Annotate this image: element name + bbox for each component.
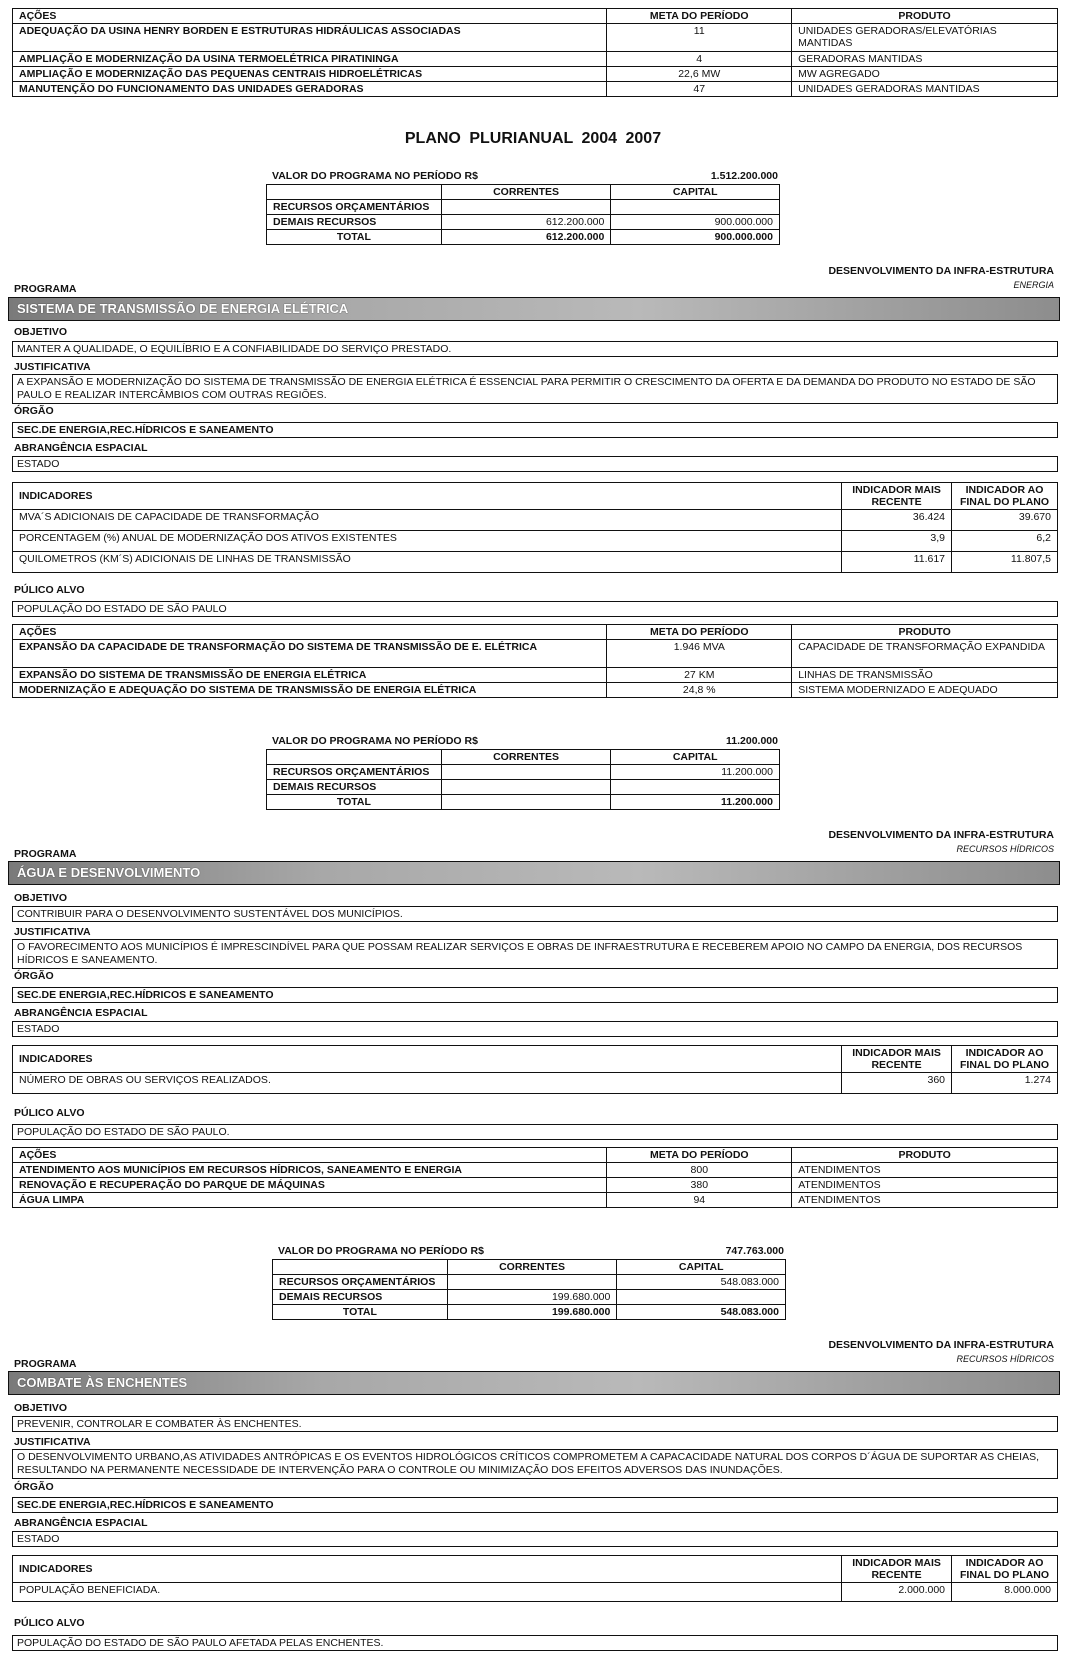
cell: RENOVAÇÃO E RECUPERAÇÃO DO PARQUE DE MÁQUINAS [13,1178,607,1193]
indicadores-table [12,1045,1058,1094]
row-label: DEMAIS RECURSOS [273,1290,448,1305]
cell: EXPANSÃO DA CAPACIDADE DE TRANSFORMAÇÃO DO SISTEMA DE TRANSMISSÃO DE E. ELÉTRICA [13,640,607,668]
row-label: DEMAIS RECURSOS [267,215,442,230]
row-label: RECURSOS ORÇAMENTÁRIOS [267,200,442,215]
cell: MW AGREGADO [792,67,1058,82]
col-header: INDICADOR AO FINAL DO PLANO [952,483,1058,510]
cell: 4 [607,52,792,67]
cell [447,1275,617,1290]
cell: 612.200.000 [441,215,611,230]
justificativa-text: O DESENVOLVIMENTO URBANO,AS ATIVIDADES ANTRÓPICAS E OS EVENTOS HIDROLÓGICOS CRÍTICOS COMPROMETEM A CAPACACIDADE NATURAL DOS CORPOS D´ÁGUA DE SUPORTAR AS CHEIAS, RESULTANDO NA PERMANENTE NECESSIDADE DE INTERVENÇÃO PARA O CONTROLE OU MINIMIZAÇÃO DOS EFEITOS ADVERSOS DAS INUNDAÇÕES. [12,1449,1058,1479]
cell: ADEQUAÇÃO DA USINA HENRY BORDEN E ESTRUTURAS HIDRÁULICAS ASSOCIADAS [13,24,607,52]
col-header: CAPITAL [611,185,780,200]
table-row [13,24,1058,52]
objetivo-text: MANTER A QUALIDADE, O EQUILÍBRIO E A CONFIABILIDADE DO SERVIÇO PRESTADO. [12,341,1058,357]
table-row [13,67,1058,82]
col-header: CAPITAL [611,750,780,765]
cell: 11.617 [842,552,952,573]
table-row [13,552,1058,573]
col-header: AÇÕES [13,1148,607,1163]
cell: 39.670 [952,510,1058,531]
valor-label: VALOR DO PROGRAMA NO PERÍODO R$ [272,735,478,747]
publico-label: PÚLICO ALVO [14,1617,85,1629]
col-header: CORRENTES [447,1260,617,1275]
publico-label: PÚLICO ALVO [14,1107,85,1119]
cell: 2.000.000 [842,1583,952,1602]
table-row [13,510,1058,531]
cell: 6,2 [952,531,1058,552]
cell: ATENDIMENTOS [792,1193,1058,1208]
indicadores-table [12,1555,1058,1602]
top-actions-table [12,8,1058,97]
cell: 47 [607,82,792,97]
table-row [13,52,1058,67]
cell: AMPLIAÇÃO E MODERNIZAÇÃO DAS PEQUENAS CENTRAIS HIDROELÉTRICAS [13,67,607,82]
objetivo-label: OBJETIVO [14,1402,68,1414]
programa-label: PROGRAMA [14,1358,77,1370]
cell: 11.807,5 [952,552,1058,573]
cell [267,185,442,200]
col-header: INDICADOR AO FINAL DO PLANO [952,1556,1058,1583]
cell: 11.200.000 [611,795,780,810]
col-header: CORRENTES [441,185,611,200]
justificativa-label: JUSTIFICATIVA [14,361,91,373]
col-header: INDICADORES [19,1053,93,1065]
cell: MANUTENÇÃO DO FUNCIONAMENTO DAS UNIDADES GERADORAS [13,82,607,97]
cell: 548.083.000 [617,1305,786,1320]
abrangencia-label: ABRANGÊNCIA ESPACIAL [14,1517,148,1529]
table-row [13,668,1058,683]
cell [441,780,611,795]
cell: 360 [842,1073,952,1094]
col-header: INDICADOR MAIS RECENTE [842,483,952,510]
col-header: INDICADORES [19,1563,93,1575]
abrangencia-text: ESTADO [12,1021,1058,1037]
valor-total: 747.763.000 [725,1245,784,1257]
col-header: INDICADOR MAIS RECENTE [842,1046,952,1073]
col-header: PRODUTO [792,1148,1058,1163]
table-header-row [13,9,1058,24]
table-row [13,1193,1058,1208]
cell: MVA´S ADICIONAIS DE CAPACIDADE DE TRANSFORMAÇÃO [19,511,319,523]
program-category: DESENVOLVIMENTO DA INFRA-ESTRUTURA [828,265,1054,277]
program-banner [8,297,1060,321]
program-area: RECURSOS HÍDRICOS [956,844,1054,854]
orgao-text: SEC.DE ENERGIA,REC.HÍDRICOS E SANEAMENTO [12,987,1058,1003]
cell: 1.274 [952,1073,1058,1094]
cell: GERADORAS MANTIDAS [792,52,1058,67]
cell: 27 KM [607,668,792,683]
abrangencia-text: ESTADO [12,456,1058,472]
col-header: INDICADOR AO FINAL DO PLANO [952,1046,1058,1073]
table-row [13,82,1058,97]
table-row [13,640,1058,668]
cell: UNIDADES GERADORAS MANTIDAS [792,82,1058,97]
row-label: TOTAL [267,230,442,245]
objetivo-text: PREVENIR, CONTROLAR E COMBATER ÀS ENCHENTES. [12,1416,1058,1432]
table-row [13,1073,1058,1094]
abrangencia-text: ESTADO [12,1531,1058,1547]
cell: 548.083.000 [617,1275,786,1290]
orgao-label: ÓRGÃO [14,1481,54,1493]
table-row [13,1178,1058,1193]
cell: 24,8 % [607,683,792,698]
cell: ATENDIMENTOS [792,1178,1058,1193]
justificativa-text: O FAVORECIMENTO AOS MUNICÍPIOS É IMPRESCINDÍVEL PARA QUE POSSAM REALIZAR SERVIÇOS E OBRAS DE INFRAESTRUTURA E RECEBEREM APOIO NO CAMPO DA ENERGIA, DOS RECURSOS HÍDRICOS E SANEAMENTO. [12,939,1058,969]
cell: ATENDIMENTO AOS MUNICÍPIOS EM RECURSOS HÍDRICOS, SANEAMENTO E ENERGIA [13,1163,607,1178]
cell [273,1260,448,1275]
programa-label: PROGRAMA [14,848,77,860]
justificativa-label: JUSTIFICATIVA [14,926,91,938]
cell: ÁGUA LIMPA [13,1193,607,1208]
row-label: DEMAIS RECURSOS [267,780,442,795]
cell: AMPLIAÇÃO E MODERNIZAÇÃO DA USINA TERMOELÉTRICA PIRATININGA [13,52,607,67]
cell: CAPACIDADE DE TRANSFORMAÇÃO EXPANDIDA [792,640,1058,668]
cell: LINHAS DE TRANSMISSÃO [792,668,1058,683]
valor-table [272,1259,786,1320]
abrangencia-label: ABRANGÊNCIA ESPACIAL [14,1007,148,1019]
cell: 199.680.000 [447,1305,617,1320]
program-name: ÁGUA E DESENVOLVIMENTO [17,865,201,880]
objetivo-label: OBJETIVO [14,892,68,904]
table-row [13,1583,1058,1602]
valor-table [266,184,780,245]
program-name: COMBATE ÀS ENCHENTES [17,1375,188,1390]
cell: 3,9 [842,531,952,552]
justificativa-text: A EXPANSÃO E MODERNIZAÇÃO DO SISTEMA DE TRANSMISSÃO DE ENERGIA ELÉTRICA É ESSENCIAL PARA PERMITIR O CRESCIMENTO DA OFERTA E DA DEMANDA DO PRODUTO NO ESTADO DE SÃO PAULO E REALIZAR INTERCÂMBIOS COM OUTRAS REGIÕES. [12,374,1058,404]
table-row [13,531,1058,552]
orgao-text: SEC.DE ENERGIA,REC.HÍDRICOS E SANEAMENTO [12,422,1058,438]
program-banner [8,861,1060,885]
valor-table [266,749,780,810]
cell: EXPANSÃO DO SISTEMA DE TRANSMISSÃO DE ENERGIA ELÉTRICA [13,668,607,683]
col-header: PRODUTO [792,9,1058,24]
cell: 900.000.000 [611,215,780,230]
cell: QUILOMETROS (KM´S) ADICIONAIS DE LINHAS DE TRANSMISSÃO [19,553,351,565]
row-label: TOTAL [273,1305,448,1320]
cell: PORCENTAGEM (%) ANUAL DE MODERNIZAÇÃO DOS ATIVOS EXISTENTES [19,532,397,544]
orgao-text: SEC.DE ENERGIA,REC.HÍDRICOS E SANEAMENTO [12,1497,1058,1513]
cell: 1.946 MVA [607,640,792,668]
cell [441,765,611,780]
cell: POPULAÇÃO BENEFICIADA. [19,1584,161,1596]
cell: 94 [607,1193,792,1208]
col-header: CORRENTES [441,750,611,765]
cell [611,780,780,795]
col-header: META DO PERÍODO [607,9,792,24]
cell: 380 [607,1178,792,1193]
cell: ATENDIMENTOS [792,1163,1058,1178]
publico-text: POPULAÇÃO DO ESTADO DE SÃO PAULO AFETADA PELAS ENCHENTES. [12,1635,1058,1651]
cell: 11 [607,24,792,52]
valor-total: 11.200.000 [726,735,778,747]
cell [617,1290,786,1305]
row-label: RECURSOS ORÇAMENTÁRIOS [267,765,442,780]
cell: NÚMERO DE OBRAS OU SERVIÇOS REALIZADOS. [19,1074,271,1086]
cell: MODERNIZAÇÃO E ADEQUAÇÃO DO SISTEMA DE TRANSMISSÃO DE ENERGIA ELÉTRICA [13,683,607,698]
row-label: RECURSOS ORÇAMENTÁRIOS [273,1275,448,1290]
programa-label: PROGRAMA [14,283,77,295]
page-title: PLANO PLURIANUAL 2004 2007 [404,130,662,147]
col-header: AÇÕES [13,625,607,640]
cell: UNIDADES GERADORAS/ELEVATÓRIAS MANTIDAS [792,24,1058,52]
cell [611,200,780,215]
cell [441,200,611,215]
acoes-table [12,624,1058,698]
cell: SISTEMA MODERNIZADO E ADEQUADO [792,683,1058,698]
col-header: META DO PERÍODO [607,625,792,640]
orgao-label: ÓRGÃO [14,970,54,982]
cell: 900.000.000 [611,230,780,245]
publico-label: PÚLICO ALVO [14,584,85,596]
publico-text: POPULAÇÃO DO ESTADO DE SÃO PAULO. [12,1124,1058,1140]
program-area: ENERGIA [1013,280,1054,290]
cell: 800 [607,1163,792,1178]
program-category: DESENVOLVIMENTO DA INFRA-ESTRUTURA [828,1339,1054,1351]
cell: 22,6 MW [607,67,792,82]
publico-text: POPULAÇÃO DO ESTADO DE SÃO PAULO [12,601,1058,617]
cell [267,750,442,765]
table-row [13,1163,1058,1178]
cell: 8.000.000 [952,1583,1058,1602]
cell [441,795,611,810]
col-header: PRODUTO [792,625,1058,640]
col-header: INDICADOR MAIS RECENTE [842,1556,952,1583]
orgao-label: ÓRGÃO [14,405,54,417]
objetivo-label: OBJETIVO [14,326,68,338]
program-name: SISTEMA DE TRANSMISSÃO DE ENERGIA ELÉTRICA [17,301,349,316]
valor-total: 1.512.200.000 [710,170,778,182]
valor-label: VALOR DO PROGRAMA NO PERÍODO R$ [272,170,478,182]
program-area: RECURSOS HÍDRICOS [956,1354,1054,1364]
row-label: TOTAL [267,795,442,810]
valor-label: VALOR DO PROGRAMA NO PERÍODO R$ [278,1245,484,1257]
justificativa-label: JUSTIFICATIVA [14,1436,91,1448]
col-header: CAPITAL [617,1260,786,1275]
indicadores-table [12,482,1058,573]
col-header: META DO PERÍODO [607,1148,792,1163]
col-header: INDICADORES [19,490,93,502]
program-category: DESENVOLVIMENTO DA INFRA-ESTRUTURA [828,829,1054,841]
cell: 199.680.000 [447,1290,617,1305]
col-header: AÇÕES [13,9,607,24]
abrangencia-label: ABRANGÊNCIA ESPACIAL [14,442,148,454]
program-banner [8,1371,1060,1395]
cell: 11.200.000 [611,765,780,780]
cell: 36.424 [842,510,952,531]
cell: 612.200.000 [441,230,611,245]
acoes-table [12,1147,1058,1208]
table-row [13,683,1058,698]
objetivo-text: CONTRIBUIR PARA O DESENVOLVIMENTO SUSTENTÁVEL DOS MUNICÍPIOS. [12,906,1058,922]
